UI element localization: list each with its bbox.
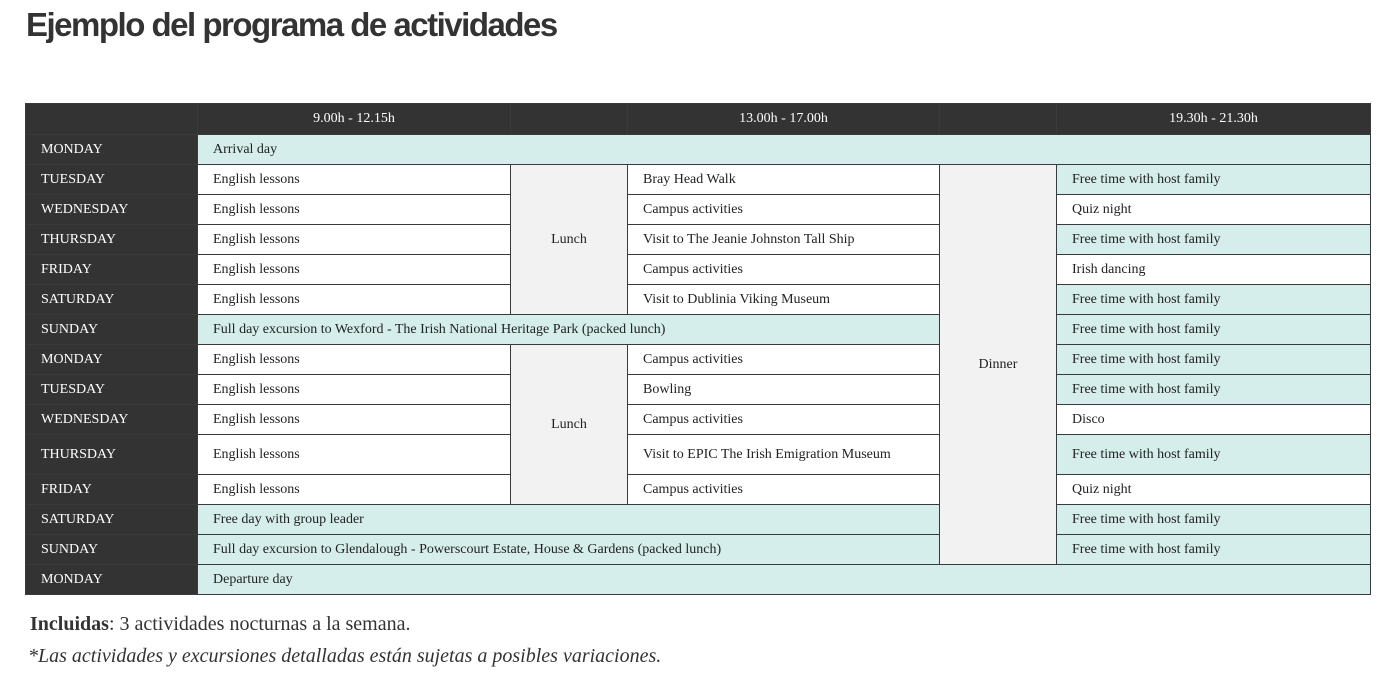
header-day — [26, 104, 198, 135]
afternoon-cell: Campus activities — [628, 195, 940, 225]
header-evening: 19.30h - 21.30h — [1057, 104, 1371, 135]
included-note — [30, 612, 663, 636]
table-row — [26, 255, 1371, 285]
afternoon-cell: Bowling — [628, 375, 940, 405]
afternoon-cell: Visit to The Jeanie Johnston Tall Ship — [628, 225, 940, 255]
excursion-cell: Full day excursion to Glendalough - Powerscourt Estate, House & Gardens (packed lunch) — [198, 535, 940, 565]
evening-cell: Free time with host family — [1057, 535, 1371, 565]
evening-cell: Free time with host family — [1057, 225, 1371, 255]
morning-cell: English lessons — [198, 285, 511, 315]
afternoon-cell: Visit to Dublinia Viking Museum — [628, 285, 940, 315]
table-row — [26, 225, 1371, 255]
evening-cell: Free time with host family — [1057, 505, 1371, 535]
notes-section — [30, 612, 663, 676]
day-cell: WEDNESDAY — [26, 405, 198, 435]
excursion-cell: Full day excursion to Wexford - The Irish National Heritage Park (packed lunch) — [198, 315, 940, 345]
afternoon-cell: Campus activities — [628, 405, 940, 435]
day-cell: FRIDAY — [26, 475, 198, 505]
afternoon-cell: Campus activities — [628, 255, 940, 285]
header-morning: 9.00h - 12.15h — [198, 104, 511, 135]
morning-cell: English lessons — [198, 255, 511, 285]
day-cell: MONDAY — [26, 345, 198, 375]
morning-cell: English lessons — [198, 345, 511, 375]
morning-cell: English lessons — [198, 475, 511, 505]
included-text: : 3 actividades nocturnas a la semana. — [108, 613, 411, 635]
day-cell: SUNDAY — [26, 535, 198, 565]
day-cell: TUESDAY — [26, 165, 198, 195]
full-day-cell: Departure day — [198, 565, 1371, 595]
table-row — [26, 435, 1371, 475]
header-afternoon: 13.00h - 17.00h — [628, 104, 940, 135]
evening-cell: Quiz night — [1057, 475, 1371, 505]
table-row — [26, 165, 1371, 195]
lunch-cell: Lunch — [511, 345, 628, 505]
day-cell: MONDAY — [26, 565, 198, 595]
table-row — [26, 375, 1371, 405]
table-row — [26, 195, 1371, 225]
table-row — [26, 315, 1371, 345]
excursion-cell: Free day with group leader — [198, 505, 940, 535]
day-cell: MONDAY — [26, 135, 198, 165]
header-lunch — [511, 104, 628, 135]
day-cell: FRIDAY — [26, 255, 198, 285]
table-row — [26, 135, 1371, 165]
evening-cell: Quiz night — [1057, 195, 1371, 225]
activity-schedule-table — [25, 103, 1371, 595]
evening-cell: Free time with host family — [1057, 375, 1371, 405]
afternoon-cell: Bray Head Walk — [628, 165, 940, 195]
evening-cell: Free time with host family — [1057, 435, 1371, 475]
morning-cell: English lessons — [198, 435, 511, 475]
morning-cell: English lessons — [198, 225, 511, 255]
day-cell: TUESDAY — [26, 375, 198, 405]
footnote: *Las actividades y excursiones detalladas están sujetas a posibles variaciones. — [28, 645, 662, 667]
table-row — [26, 285, 1371, 315]
evening-cell: Irish dancing — [1057, 255, 1371, 285]
table-row — [26, 535, 1371, 565]
afternoon-cell: Campus activities — [628, 475, 940, 505]
table-row — [26, 505, 1371, 535]
full-day-cell: Arrival day — [198, 135, 1371, 165]
day-cell: THURSDAY — [26, 225, 198, 255]
dinner-cell: Dinner — [940, 165, 1057, 565]
table-row — [26, 405, 1371, 435]
afternoon-cell: Visit to EPIC The Irish Emigration Museum — [628, 435, 940, 475]
day-cell: SATURDAY — [26, 505, 198, 535]
day-cell: SATURDAY — [26, 285, 198, 315]
day-cell: THURSDAY — [26, 435, 198, 475]
included-label: Incluidas — [30, 613, 109, 635]
table-header-row — [26, 104, 1371, 135]
page-title: Ejemplo del programa de actividades — [26, 6, 557, 43]
evening-cell: Disco — [1057, 405, 1371, 435]
table-row — [26, 345, 1371, 375]
morning-cell: English lessons — [198, 195, 511, 225]
afternoon-cell: Campus activities — [628, 345, 940, 375]
day-cell: WEDNESDAY — [26, 195, 198, 225]
morning-cell: English lessons — [198, 405, 511, 435]
evening-cell: Free time with host family — [1057, 345, 1371, 375]
table-row — [26, 475, 1371, 505]
evening-cell: Free time with host family — [1057, 285, 1371, 315]
lunch-cell: Lunch — [511, 165, 628, 315]
day-cell: SUNDAY — [26, 315, 198, 345]
evening-cell: Free time with host family — [1057, 315, 1371, 345]
header-dinner — [940, 104, 1057, 135]
morning-cell: English lessons — [198, 165, 511, 195]
morning-cell: English lessons — [198, 375, 511, 405]
evening-cell: Free time with host family — [1057, 165, 1371, 195]
table-row — [26, 565, 1371, 595]
